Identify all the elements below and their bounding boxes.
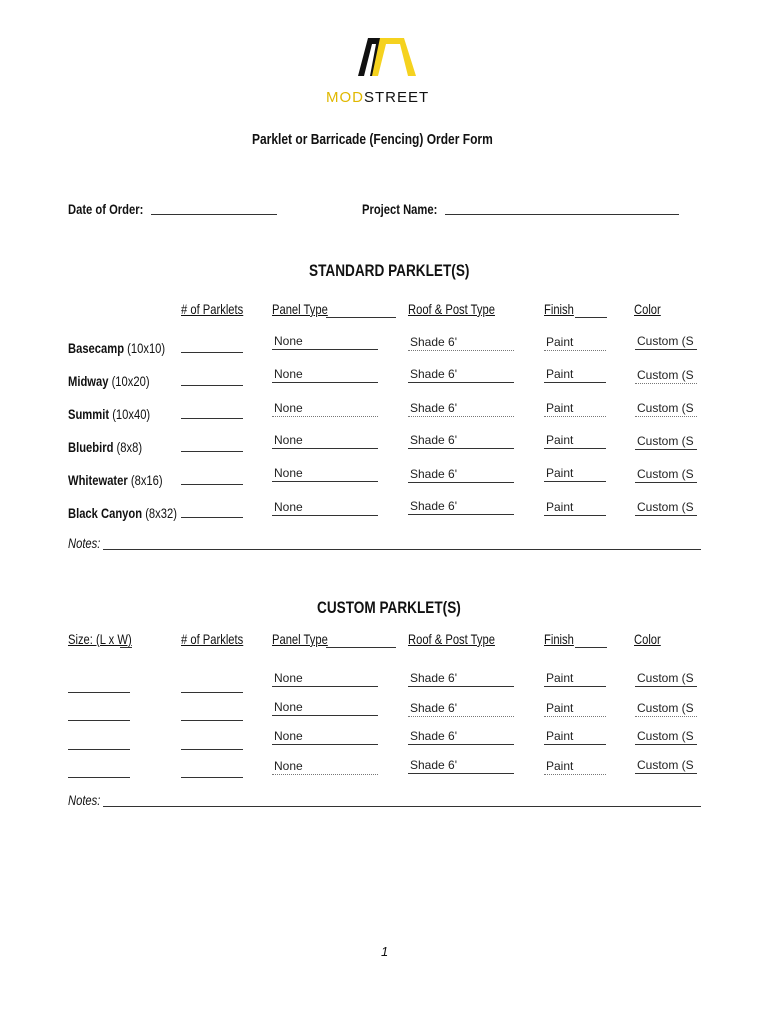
count-field[interactable] [181,777,243,778]
parklet-name: Whitewater (8x16) [68,472,163,488]
panel-type-field[interactable]: None [272,367,378,383]
modstreet-logo-icon [354,32,418,80]
parklet-name: Basecamp (10x10) [68,340,166,356]
custom-header-count: # of Parklets [181,631,244,647]
header-underline [575,317,607,318]
finish-field[interactable]: Paint [544,500,606,516]
page-title: Parklet or Barricade (Fencing) Order Form [252,131,493,148]
panel-type-field[interactable]: None [272,759,378,775]
standard-notes-label: Notes: [68,535,101,551]
panel-type-field[interactable]: None [272,700,378,716]
standard-notes-field[interactable] [103,549,701,550]
finish-field[interactable]: Paint [544,759,606,775]
color-field[interactable]: Custom (S [635,729,697,745]
brand-suffix: STREET [364,89,430,106]
roof-type-field[interactable]: Shade 6' [408,335,514,351]
custom-notes-label: Notes: [68,792,101,808]
header-underline [120,647,132,648]
standard-header-panel: Panel Type [272,301,328,317]
header-underline [326,317,396,318]
count-field[interactable] [181,385,243,386]
panel-type-field[interactable]: None [272,671,378,687]
color-field[interactable]: Custom (S [635,368,697,384]
parklet-name: Summit (10x40) [68,406,151,422]
finish-field[interactable]: Paint [544,335,606,351]
roof-type-field[interactable]: Shade 6' [408,499,514,515]
standard-header-roof: Roof & Post Type [408,301,495,317]
size-field[interactable] [68,777,130,778]
finish-field[interactable]: Paint [544,401,606,417]
page-number: 1 [381,944,389,959]
panel-type-field[interactable]: None [272,401,378,417]
size-field[interactable] [68,692,130,693]
roof-type-field[interactable]: Shade 6' [408,671,514,687]
roof-type-field[interactable]: Shade 6' [408,729,514,745]
standard-header-count: # of Parklets [181,301,244,317]
custom-header-color: Color [634,631,661,647]
finish-field[interactable]: Paint [544,671,606,687]
roof-type-field[interactable]: Shade 6' [408,367,514,383]
count-field[interactable] [181,692,243,693]
panel-type-field[interactable]: None [272,334,378,350]
color-field[interactable]: Custom (S [635,334,697,350]
count-field[interactable] [181,749,243,750]
color-field[interactable]: Custom (S [635,671,697,687]
custom-header-panel: Panel Type [272,631,328,647]
count-field[interactable] [181,484,243,485]
roof-type-field[interactable]: Shade 6' [408,467,514,483]
count-field[interactable] [181,720,243,721]
panel-type-field[interactable]: None [272,500,378,516]
standard-header-color: Color [634,301,661,317]
panel-type-field[interactable]: None [272,729,378,745]
color-field[interactable]: Custom (S [635,467,697,483]
size-field[interactable] [68,720,130,721]
header-underline [575,647,607,648]
project-field[interactable] [445,214,679,215]
standard-section-title: STANDARD PARKLET(S) [309,261,470,280]
finish-field[interactable]: Paint [544,433,606,449]
finish-field[interactable]: Paint [544,367,606,383]
finish-field[interactable]: Paint [544,466,606,482]
custom-section-title: CUSTOM PARKLET(S) [317,598,461,617]
parklet-name: Bluebird (8x8) [68,439,143,455]
roof-type-field[interactable]: Shade 6' [408,401,514,417]
panel-type-field[interactable]: None [272,433,378,449]
date-label: Date of Order: [68,201,144,217]
finish-field[interactable]: Paint [544,701,606,717]
date-field[interactable] [151,214,277,215]
size-field[interactable] [68,749,130,750]
logo [354,32,418,80]
count-field[interactable] [181,451,243,452]
brand-name [326,89,429,106]
standard-header-finish: Finish [544,301,574,317]
project-label: Project Name: [362,201,438,217]
finish-field[interactable]: Paint [544,729,606,745]
custom-header-roof: Roof & Post Type [408,631,495,647]
color-field[interactable]: Custom (S [635,401,697,417]
color-field[interactable]: Custom (S [635,500,697,516]
custom-notes-field[interactable] [103,806,701,807]
count-field[interactable] [181,517,243,518]
count-field[interactable] [181,418,243,419]
parklet-name: Black Canyon (8x32) [68,505,177,521]
brand-prefix: MOD [326,89,364,106]
roof-type-field[interactable]: Shade 6' [408,433,514,449]
panel-type-field[interactable]: None [272,466,378,482]
count-field[interactable] [181,352,243,353]
header-underline [326,647,396,648]
color-field[interactable]: Custom (S [635,758,697,774]
custom-header-finish: Finish [544,631,574,647]
color-field[interactable]: Custom (S [635,701,697,717]
roof-type-field[interactable]: Shade 6' [408,701,514,717]
color-field[interactable]: Custom (S [635,434,697,450]
roof-type-field[interactable]: Shade 6' [408,758,514,774]
parklet-name: Midway (10x20) [68,373,150,389]
custom-header-size: Size: (L x W) [68,631,132,647]
